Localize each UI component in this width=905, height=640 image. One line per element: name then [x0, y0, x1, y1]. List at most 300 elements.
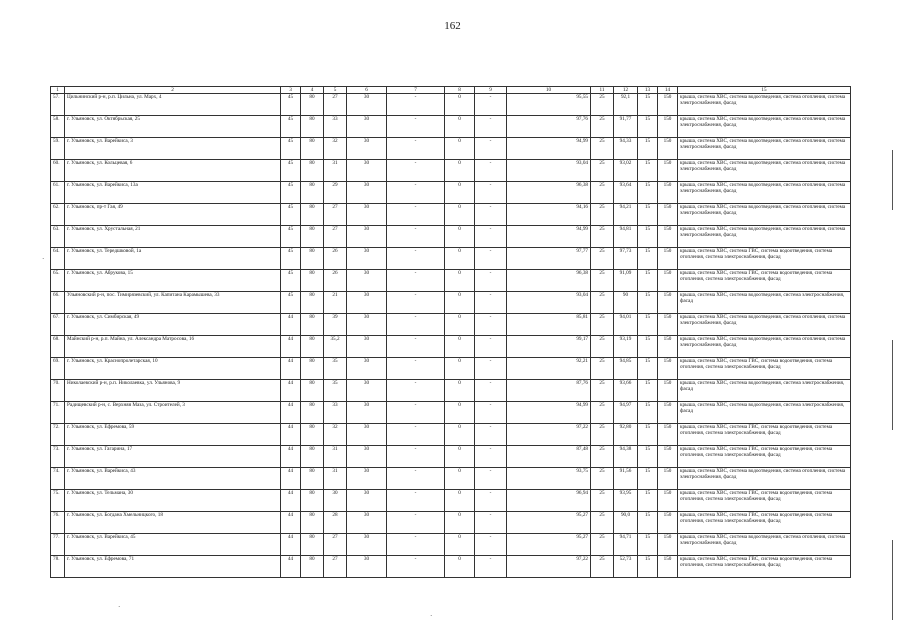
col-14: 150 [658, 402, 678, 424]
col-11: 25 [591, 468, 614, 490]
col-13: 15 [638, 270, 658, 292]
col-4: 80 [301, 512, 324, 534]
col-7: - [387, 358, 445, 380]
col-8: 0 [445, 402, 475, 424]
address: Майнский р-н, р.п. Майна, ул. Александра Матросова, 16 [65, 336, 281, 358]
address: г. Ульяновск, ул. Краснопролетарская, 10 [65, 358, 281, 380]
col-14: 150 [658, 556, 678, 578]
col-12: 92,80 [614, 424, 638, 446]
col-5: 35 [324, 380, 347, 402]
col-10: 94,99 [507, 402, 591, 424]
margin-line [892, 340, 893, 430]
col-12: 93,64 [614, 182, 638, 204]
col-4: 80 [301, 314, 324, 336]
table-row [51, 380, 851, 402]
col-14: 150 [658, 314, 678, 336]
address: г. Ульяновск, ул. Хрустальная, 21 [65, 226, 281, 248]
col-3: 44 [281, 468, 301, 490]
col-13: 15 [638, 402, 658, 424]
work-types: крыша, система ХВС, система ГВС, система водоотведения, система отопления, система электроснабжения, фасад [678, 446, 851, 468]
col-11: 25 [591, 446, 614, 468]
col-13: 15 [638, 138, 658, 160]
col-4: 80 [301, 446, 324, 468]
address: Ульяновский р-н, пос. Тимирязевский, ул. Капитана Карамышева, 33 [65, 292, 281, 314]
col-8: 0 [445, 248, 475, 270]
col-12: 52,73 [614, 556, 638, 578]
work-types: крыша, система ХВС, система водоотведения, система электроснабжения, фасад [678, 292, 851, 314]
table-row [51, 424, 851, 446]
table-row [51, 116, 851, 138]
col-6: 30 [347, 490, 387, 512]
col-9: - [475, 336, 507, 358]
col-4: 80 [301, 292, 324, 314]
col-11: 25 [591, 182, 614, 204]
col-4: 80 [301, 380, 324, 402]
col-10: 95,27 [507, 534, 591, 556]
table-row [51, 556, 851, 578]
col-14: 150 [658, 116, 678, 138]
row-number: 68. [51, 336, 65, 358]
col-10: 92,21 [507, 358, 591, 380]
col-8: 0 [445, 226, 475, 248]
col-6: 30 [347, 534, 387, 556]
col-11: 25 [591, 336, 614, 358]
col-11: 25 [591, 248, 614, 270]
column-number: 10 [507, 87, 591, 94]
col-13: 15 [638, 248, 658, 270]
col-3: 45 [281, 160, 301, 182]
col-8: 0 [445, 336, 475, 358]
col-13: 15 [638, 204, 658, 226]
col-8: 0 [445, 292, 475, 314]
col-3: 44 [281, 446, 301, 468]
table-row [51, 314, 851, 336]
col-14: 150 [658, 446, 678, 468]
col-12: 94,97 [614, 402, 638, 424]
table-row [51, 204, 851, 226]
col-6: 30 [347, 380, 387, 402]
col-6: 30 [347, 182, 387, 204]
col-5: 31 [324, 446, 347, 468]
col-5: 32 [324, 138, 347, 160]
col-10: 97,22 [507, 424, 591, 446]
col-12: 93,02 [614, 160, 638, 182]
col-4: 80 [301, 490, 324, 512]
work-types: крыша, система ХВС, система водоотведения, система отопления, система электроснабжения, фасад [678, 116, 851, 138]
column-number: 7 [387, 87, 445, 94]
row-number: 71. [51, 402, 65, 424]
col-13: 15 [638, 116, 658, 138]
work-types: крыша, система ХВС, система водоотведения, система отопления, система электроснабжения, фасад [678, 534, 851, 556]
col-14: 150 [658, 138, 678, 160]
col-9: - [475, 556, 507, 578]
col-13: 15 [638, 512, 658, 534]
col-12: 94,21 [614, 204, 638, 226]
column-number-row [51, 87, 851, 94]
col-5: 32 [324, 424, 347, 446]
column-number: 2 [65, 87, 281, 94]
col-5: 27 [324, 226, 347, 248]
col-3: 44 [281, 512, 301, 534]
col-6: 30 [347, 248, 387, 270]
col-4: 80 [301, 116, 324, 138]
column-number: 12 [614, 87, 638, 94]
table-row [51, 226, 851, 248]
col-14: 150 [658, 292, 678, 314]
col-10: 94,16 [507, 204, 591, 226]
col-14: 150 [658, 270, 678, 292]
address: г. Ульяновск, ул. Богдана Хмельницкого, 18 [65, 512, 281, 534]
col-14: 150 [658, 380, 678, 402]
col-7: - [387, 226, 445, 248]
address: г. Ульяновск, ул. Абрукова, 15 [65, 270, 281, 292]
col-12: 94,01 [614, 314, 638, 336]
col-4: 80 [301, 424, 324, 446]
col-12: 92,1 [614, 94, 638, 116]
col-14: 150 [658, 248, 678, 270]
col-12: 94,81 [614, 226, 638, 248]
col-7: - [387, 270, 445, 292]
table-row [51, 490, 851, 512]
col-10: 93,75 [507, 468, 591, 490]
col-13: 15 [638, 380, 658, 402]
col-5: 33 [324, 116, 347, 138]
col-12: 94,71 [614, 534, 638, 556]
col-7: - [387, 446, 445, 468]
col-9: - [475, 226, 507, 248]
col-13: 15 [638, 94, 658, 116]
table-row [51, 512, 851, 534]
col-5: 21 [324, 292, 347, 314]
col-9: - [475, 314, 507, 336]
address: г. Ульяновск, ул. Ефремова, 71 [65, 556, 281, 578]
work-types: крыша, система ХВС, система водоотведения, система электроснабжения, фасад [678, 402, 851, 424]
col-6: 30 [347, 446, 387, 468]
work-types: крыша, система ХВС, система ГВС, система водоотведения, система отопления, система электроснабжения, фасад [678, 424, 851, 446]
row-number: 65. [51, 270, 65, 292]
col-5: 27 [324, 534, 347, 556]
col-6: 30 [347, 116, 387, 138]
col-4: 80 [301, 402, 324, 424]
col-9: - [475, 468, 507, 490]
col-3: 44 [281, 336, 301, 358]
row-number: 61. [51, 182, 65, 204]
col-14: 150 [658, 512, 678, 534]
col-5: 26 [324, 270, 347, 292]
col-10: 96,38 [507, 270, 591, 292]
margin-line [892, 150, 893, 210]
col-6: 30 [347, 402, 387, 424]
col-3: 44 [281, 358, 301, 380]
column-number: 1 [51, 87, 65, 94]
row-number: 69. [51, 358, 65, 380]
row-number: 64. [51, 248, 65, 270]
col-13: 15 [638, 358, 658, 380]
col-14: 150 [658, 534, 678, 556]
col-5: 27 [324, 556, 347, 578]
work-types: крыша, система ХВС, система водоотведения, система отопления, система электроснабжения, фасад [678, 336, 851, 358]
address: г. Ульяновск, ул. Гагарина, 17 [65, 446, 281, 468]
work-types: крыша, система ХВС, система ГВС, система водоотведения, система отопления, система электроснабжения, фасад [678, 556, 851, 578]
col-7: - [387, 314, 445, 336]
col-10: 94,99 [507, 138, 591, 160]
col-11: 25 [591, 512, 614, 534]
col-9: - [475, 424, 507, 446]
col-14: 150 [658, 182, 678, 204]
col-7: - [387, 116, 445, 138]
table-row [51, 534, 851, 556]
col-10: 87,48 [507, 446, 591, 468]
col-11: 25 [591, 204, 614, 226]
address: г. Ульяновск, ул. Варейкиса, 45 [65, 534, 281, 556]
col-3: 45 [281, 248, 301, 270]
col-11: 25 [591, 358, 614, 380]
col-4: 80 [301, 204, 324, 226]
col-3: 45 [281, 94, 301, 116]
col-5: 31 [324, 160, 347, 182]
column-number: 8 [445, 87, 475, 94]
row-number: 73. [51, 446, 65, 468]
column-number: 9 [475, 87, 507, 94]
col-4: 80 [301, 182, 324, 204]
page-number: 162 [444, 20, 461, 32]
col-12: 93,19 [614, 336, 638, 358]
col-8: 0 [445, 138, 475, 160]
table-row [51, 160, 851, 182]
col-11: 25 [591, 270, 614, 292]
col-13: 15 [638, 314, 658, 336]
col-3: 44 [281, 402, 301, 424]
col-11: 25 [591, 292, 614, 314]
col-9: - [475, 94, 507, 116]
col-6: 30 [347, 556, 387, 578]
col-13: 15 [638, 424, 658, 446]
col-12: 91,77 [614, 116, 638, 138]
col-11: 25 [591, 160, 614, 182]
column-number: 5 [324, 87, 347, 94]
column-number: 14 [658, 87, 678, 94]
col-7: - [387, 468, 445, 490]
address: г. Ульяновск, ул. Тередшковой, 1а [65, 248, 281, 270]
col-6: 30 [347, 512, 387, 534]
row-number: 78. [51, 556, 65, 578]
row-number: 67. [51, 314, 65, 336]
col-8: 0 [445, 94, 475, 116]
row-number: 62. [51, 204, 65, 226]
col-3: 45 [281, 270, 301, 292]
row-number: 72. [51, 424, 65, 446]
work-types: крыша, система ХВС, система ГВС, система водоотведения, система отопления, система электроснабжения, фасад [678, 270, 851, 292]
row-number: 66. [51, 292, 65, 314]
col-5: 33 [324, 402, 347, 424]
col-11: 25 [591, 424, 614, 446]
col-10: 93,04 [507, 160, 591, 182]
col-14: 150 [658, 490, 678, 512]
col-12: 97,73 [614, 248, 638, 270]
row-number: 77. [51, 534, 65, 556]
col-4: 80 [301, 336, 324, 358]
col-8: 0 [445, 424, 475, 446]
col-6: 30 [347, 270, 387, 292]
col-7: - [387, 534, 445, 556]
col-3: 45 [281, 292, 301, 314]
work-types: крыша, система ХВС, система водоотведения, система отопления, система электроснабжения, фасад [678, 226, 851, 248]
col-8: 0 [445, 160, 475, 182]
col-11: 25 [591, 94, 614, 116]
col-10: 95,27 [507, 512, 591, 534]
col-12: 91,56 [614, 468, 638, 490]
col-7: - [387, 292, 445, 314]
col-11: 25 [591, 116, 614, 138]
margin-line [892, 540, 893, 620]
col-5: 30 [324, 490, 347, 512]
col-4: 80 [301, 556, 324, 578]
column-number: 3 [281, 87, 301, 94]
col-10: 97,77 [507, 248, 591, 270]
work-types: крыша, система ХВС, система ГВС, система водоотведения, система отопления, система электроснабжения, фасад [678, 358, 851, 380]
col-4: 80 [301, 468, 324, 490]
address: г. Ульяновск, ул. Варейкиса, 3 [65, 138, 281, 160]
col-13: 15 [638, 182, 658, 204]
col-10: 93,04 [507, 292, 591, 314]
work-types: крыша, система ХВС, система водоотведения, система электроснабжения, фасад [678, 380, 851, 402]
col-10: 94,99 [507, 226, 591, 248]
row-number: 75. [51, 490, 65, 512]
table-body [51, 87, 851, 578]
col-14: 150 [658, 336, 678, 358]
col-7: - [387, 248, 445, 270]
work-types: крыша, система ХВС, система водоотведения, система отопления, система электроснабжения, фасад [678, 204, 851, 226]
col-10: 97,22 [507, 556, 591, 578]
col-7: - [387, 512, 445, 534]
col-3: 44 [281, 424, 301, 446]
col-14: 150 [658, 358, 678, 380]
column-number: 11 [591, 87, 614, 94]
col-13: 15 [638, 336, 658, 358]
table-row [51, 138, 851, 160]
col-14: 150 [658, 424, 678, 446]
col-10: 87,76 [507, 380, 591, 402]
row-number: 74. [51, 468, 65, 490]
col-8: 0 [445, 556, 475, 578]
col-7: - [387, 380, 445, 402]
col-3: 44 [281, 556, 301, 578]
work-types: крыша, система ХВС, система ГВС, система водоотведения, система отопления, система электроснабжения, фасад [678, 512, 851, 534]
col-9: - [475, 270, 507, 292]
table-row [51, 336, 851, 358]
col-6: 30 [347, 424, 387, 446]
row-number: 70. [51, 380, 65, 402]
col-9: - [475, 512, 507, 534]
table-row [51, 182, 851, 204]
col-9: - [475, 116, 507, 138]
work-types: крыша, система ХВС, система водоотведения, система отопления, система электроснабжения, фасад [678, 160, 851, 182]
col-3: 44 [281, 490, 301, 512]
row-number: 59. [51, 138, 65, 160]
table-row [51, 94, 851, 116]
col-5: 35,2 [324, 336, 347, 358]
col-9: - [475, 292, 507, 314]
col-12: 94,38 [614, 446, 638, 468]
col-12: 94,33 [614, 138, 638, 160]
address: г. Ульяновск, ул. Варейкиса, 43 [65, 468, 281, 490]
table-row [51, 292, 851, 314]
row-number: 58. [51, 116, 65, 138]
col-3: 45 [281, 204, 301, 226]
col-8: 0 [445, 314, 475, 336]
col-9: - [475, 358, 507, 380]
col-9: - [475, 204, 507, 226]
col-7: - [387, 490, 445, 512]
column-number: 4 [301, 87, 324, 94]
col-13: 15 [638, 292, 658, 314]
col-8: 0 [445, 380, 475, 402]
work-types: крыша, система ХВС, система ГВС, система водоотведения, система отопления, система электроснабжения, фасад [678, 490, 851, 512]
col-9: - [475, 534, 507, 556]
col-11: 25 [591, 380, 614, 402]
col-4: 80 [301, 534, 324, 556]
col-7: - [387, 336, 445, 358]
table-row [51, 270, 851, 292]
col-3: 44 [281, 380, 301, 402]
col-12: 90 [614, 292, 638, 314]
col-13: 15 [638, 490, 658, 512]
address: г. Ульяновск, ул. Тельмана, 30 [65, 490, 281, 512]
col-3: 45 [281, 226, 301, 248]
column-number: 6 [347, 87, 387, 94]
col-5: 35 [324, 358, 347, 380]
table-row [51, 248, 851, 270]
address: г. Ульяновск, пр-т Гая, 49 [65, 204, 281, 226]
col-12: 93,66 [614, 380, 638, 402]
col-5: 28 [324, 512, 347, 534]
col-8: 0 [445, 512, 475, 534]
address: Цильнинский р-н, р.п. Цильна, ул. Марх, 4 [65, 94, 281, 116]
col-5: 31 [324, 468, 347, 490]
col-10: 85,81 [507, 314, 591, 336]
col-9: - [475, 490, 507, 512]
col-11: 25 [591, 138, 614, 160]
col-13: 15 [638, 160, 658, 182]
col-13: 15 [638, 556, 658, 578]
col-14: 150 [658, 94, 678, 116]
address: г. Ульяновск, ул. Кольцевая, 6 [65, 160, 281, 182]
col-5: 29 [324, 182, 347, 204]
row-number: 63. [51, 226, 65, 248]
col-3: 45 [281, 116, 301, 138]
col-13: 15 [638, 534, 658, 556]
col-8: 0 [445, 468, 475, 490]
col-10: 96,38 [507, 182, 591, 204]
column-number: 15 [678, 87, 851, 94]
row-number: 60. [51, 160, 65, 182]
address: г. Ульяновск, ул. Варейкиса, 13а [65, 182, 281, 204]
col-9: - [475, 446, 507, 468]
col-10: 99,17 [507, 336, 591, 358]
col-3: 45 [281, 182, 301, 204]
col-6: 30 [347, 226, 387, 248]
col-5: 27 [324, 204, 347, 226]
col-12: 94,85 [614, 358, 638, 380]
col-11: 25 [591, 534, 614, 556]
col-11: 25 [591, 490, 614, 512]
work-types: крыша, система ХВС, система ГВС, система водоотведения, система отопления, система электроснабжения, фасад [678, 248, 851, 270]
table-row [51, 446, 851, 468]
address: Радищевский р-н, с. Верхняя Маза, ул. Строителей, 3 [65, 402, 281, 424]
col-8: 0 [445, 358, 475, 380]
col-11: 25 [591, 402, 614, 424]
col-12: 93,95 [614, 490, 638, 512]
